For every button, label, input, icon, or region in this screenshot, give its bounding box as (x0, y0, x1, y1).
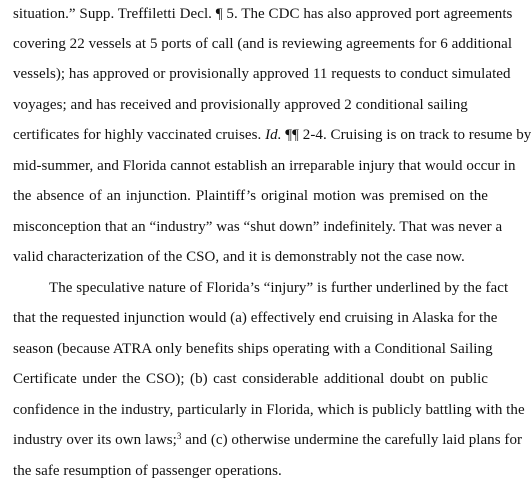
text-line (13, 4, 513, 24)
text-line (13, 34, 513, 54)
text-segment: and (c) otherwise undermine the carefully laid plans for (181, 432, 523, 448)
text-line (13, 95, 468, 115)
text-segment: valid characterization of the CSO, and it is demonstrably not the case now. (13, 249, 465, 265)
text-segment: Certificate under the CSO); (b) cast considerable additional doubt on public (13, 371, 488, 387)
text-line (13, 217, 503, 237)
text-segment: confidence in the industry, particularly in Florida, which is publicly battling with the (13, 402, 525, 418)
text-line (49, 278, 509, 298)
text-segment: vessels); has approved or provisionally approved 11 requests to conduct simulated (13, 66, 511, 82)
text-segment: season (because ATRA only benefits ships operating with a Conditional Sailing (13, 341, 493, 357)
text-line (13, 430, 523, 450)
text-segment: the safe resumption of passenger operations. (13, 463, 282, 479)
text-line (13, 461, 282, 481)
text-line (13, 308, 498, 328)
text-segment: situation.” Supp. Treffiletti Decl. ¶ 5. The CDC has also approved port agreements (13, 6, 513, 22)
text-segment: mid-summer, and Florida cannot establish an irreparable injury that would occur in (13, 158, 516, 174)
text-segment: industry over its own laws; (13, 432, 177, 448)
text-line (13, 369, 488, 389)
text-segment: covering 22 vessels at 5 ports of call (and is reviewing agreements for 6 additional (13, 36, 513, 52)
text-segment: The speculative nature of Florida’s “injury” is further underlined by the fact (49, 280, 509, 296)
text-segment: ¶¶ 2-4. Cruising is on track to resume by (281, 127, 531, 143)
text-line (13, 186, 488, 206)
text-segment: that the requested injunction would (a) effectively end cruising in Alaska for the (13, 310, 498, 326)
text-line (13, 339, 493, 359)
text-line (13, 400, 525, 420)
text-segment: misconception that an “industry” was “shut down” indefinitely. That was never a (13, 219, 503, 235)
text-line (13, 64, 511, 84)
text-line (13, 247, 465, 267)
text-segment: certificates for highly vaccinated cruises. (13, 127, 266, 143)
text-line (13, 156, 516, 176)
text-segment: the absence of an injunction. Plaintiff’s original motion was premised on the (13, 188, 488, 204)
text-segment: voyages; and has received and provisionally approved 2 conditional sailing (13, 97, 468, 113)
citation-id: Id. (265, 127, 282, 143)
footnote-marker[interactable]: 3 (176, 431, 182, 441)
text-line (13, 125, 531, 145)
